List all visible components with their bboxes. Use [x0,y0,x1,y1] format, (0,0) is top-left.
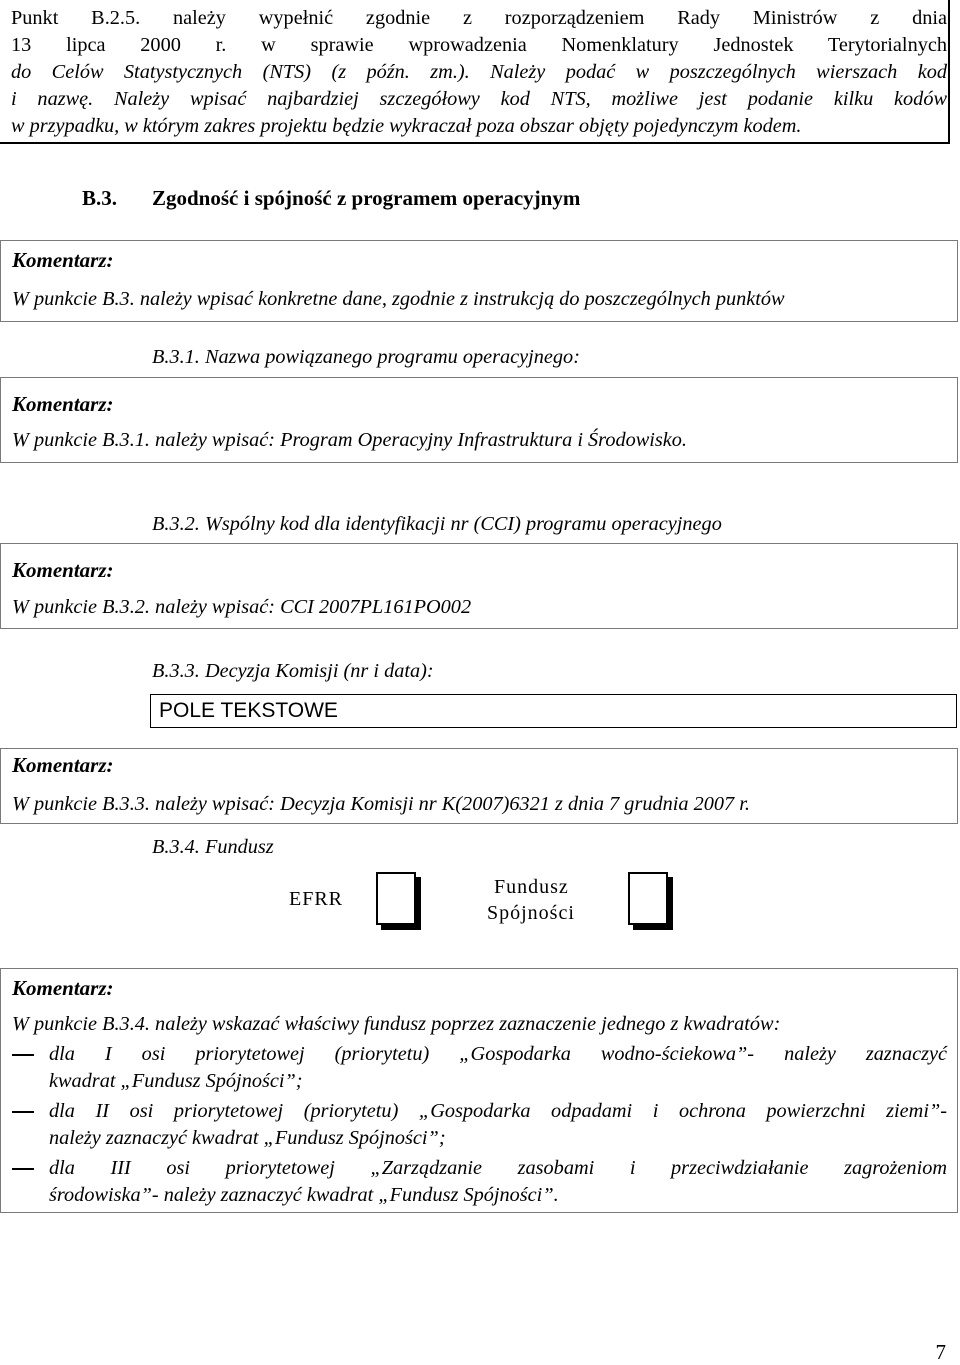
comment-label: Komentarz: [12,976,114,1000]
comment-label: Komentarz: [12,753,114,777]
page-number: 7 [935,1340,946,1364]
bullet-3-line2: środowiska”- należy zaznaczyć kwadrat „Fundusz Spójności”. [49,1184,559,1206]
comment-box-b32 [0,543,958,629]
comment-box-b34 [0,968,958,1213]
bullet-dash [12,1054,34,1056]
fund-fs-label-line2: Spójności [487,902,575,924]
comment-box-b3 [0,240,958,322]
question-b34: B.3.4. Fundusz [152,836,274,858]
comment-text-b3: W punkcie B.3. należy wpisać konkretne dane, zgodnie z instrukcją do poszczególnych punktów [12,288,785,310]
bullet-1-line2: kwadrat „Fundusz Spójności”; [49,1070,303,1092]
intro-block [0,0,950,144]
decision-text-field[interactable] [150,694,957,728]
efrr-checkbox[interactable] [376,872,416,925]
comment-label: Komentarz: [12,558,114,582]
bullet-2-line2: należy zaznaczyć kwadrat „Fundusz Spójności”; [49,1127,446,1149]
comment-box-b33 [0,748,958,824]
comment-label: Komentarz: [12,392,114,416]
fund-efrr-label: EFRR [289,888,344,910]
intro-line: i nazwę. Należy wpisać najbardziej szczegółowy kod NTS, możliwe jest podanie kilku kodów [11,88,947,110]
bullet-3-line1: dla III osi priorytetowej „Zarządzanie zasobami i przeciwdziałanie zagrożeniom [49,1157,947,1179]
bullet-1-line1: dla I osi priorytetowej (priorytetu) „Gospodarka wodno-ściekowa”- należy zaznaczyć [49,1043,947,1065]
comment-text-b31: W punkcie B.3.1. należy wpisać: Program Operacyjny Infrastruktura i Środowisko. [12,429,688,451]
bullet-2-line1: dla II osi priorytetowej (priorytetu) „Gospodarka odpadami i ochrona powierzchni ziemi”- [49,1100,947,1122]
text-field-value: POLE TEKSTOWE [159,699,338,722]
bullet-dash [12,1168,34,1170]
comment-text-b32: W punkcie B.3.2. należy wpisać: CCI 2007PL161PO002 [12,596,472,618]
section-title: Zgodność i spójność z programem operacyjnym [152,186,581,210]
question-b33: B.3.3. Decyzja Komisji (nr i data): [152,660,434,682]
question-b31: B.3.1. Nazwa powiązanego programu operacyjnego: [152,346,580,368]
fundusz-spojnosci-checkbox[interactable] [628,872,668,925]
comment-text-b33: W punkcie B.3.3. należy wpisać: Decyzja Komisji nr K(2007)6321 z dnia 7 grudnia 2007 r. [12,793,750,815]
comment-text-b34: W punkcie B.3.4. należy wskazać właściwy fundusz poprzez zaznaczenie jednego z kwadratów: [12,1013,781,1035]
comment-label: Komentarz: [12,248,114,272]
intro-line: 13 lipca 2000 r. w sprawie wprowadzenia Nomenklatury Jednostek Terytorialnych [11,34,947,56]
bullet-dash [12,1111,34,1113]
intro-line: Punkt B.2.5. należy wypełnić zgodnie z rozporządzeniem Rady Ministrów z dnia [11,7,947,29]
intro-line: w przypadku, w którym zakres projektu będzie wykraczał poza obszar objęty pojedynczym kodem. [11,115,802,137]
intro-line: do Celów Statystycznych (NTS) (z późn. zm.). Należy podać w poszczególnych wierszach kod [11,61,947,83]
comment-box-b31 [0,377,958,463]
fund-fs-label-line1: Fundusz [494,876,569,898]
section-number: B.3. [82,186,118,210]
question-b32: B.3.2. Wspólny kod dla identyfikacji nr (CCI) programu operacyjnego [152,513,722,535]
